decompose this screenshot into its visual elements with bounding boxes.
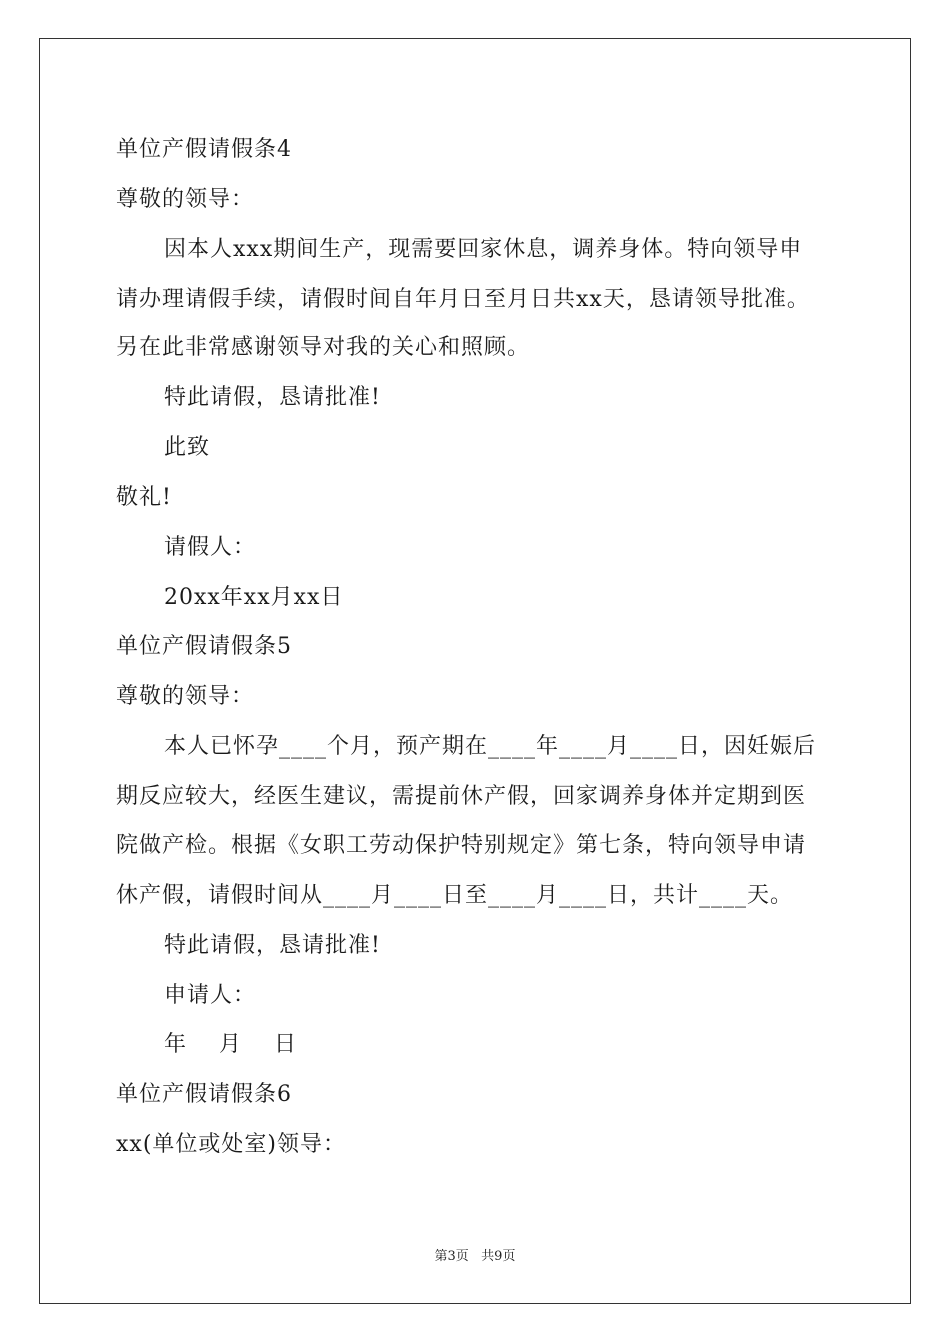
body-paragraph-line: 请办理请假手续，请假时间自年月日至月日共xx天，恳请领导批准。 [116, 287, 810, 312]
page-footer: 第3页 共9页 [434, 1249, 516, 1264]
page-border [39, 38, 911, 1304]
salutation: 尊敬的领导： [116, 187, 255, 212]
signature-label: 请假人： [164, 535, 257, 560]
closing-request: 特此请假，恳请批准! [164, 385, 381, 410]
section-title-5: 单位产假请假条5 [116, 634, 292, 659]
body-paragraph-line: 院做产检。根据《女职工劳动保护特别规定》第七条，特向领导申请 [116, 833, 807, 858]
date-line: 20xx年xx月xx日 [164, 585, 344, 610]
body-paragraph-line: 另在此非常感谢领导对我的关心和照顾。 [116, 335, 531, 360]
body-paragraph-line: 休产假，请假时间从____月____日至____月____日，共计____天。 [116, 883, 794, 908]
section-title-6: 单位产假请假条6 [116, 1082, 292, 1107]
signature-label: 申请人： [164, 983, 257, 1008]
closing-respect: 敬礼! [116, 485, 172, 510]
salutation: xx(单位或处室)领导： [116, 1132, 346, 1157]
body-paragraph-line: 期反应较大，经医生建议，需提前休产假，回家调养身体并定期到医 [116, 784, 807, 809]
body-paragraph-line: 因本人xxx期间生产，现需要回家休息，调养身体。特向领导申 [164, 237, 803, 262]
date-line: 年 月 日 [164, 1032, 297, 1057]
salutation: 尊敬的领导： [116, 684, 255, 709]
body-paragraph-line: 本人已怀孕____个月，预产期在____年____月____日，因妊娠后 [164, 734, 817, 759]
section-title-4: 单位产假请假条4 [116, 137, 292, 162]
closing-request: 特此请假，恳请批准! [164, 933, 381, 958]
closing-greeting: 此致 [164, 435, 211, 460]
